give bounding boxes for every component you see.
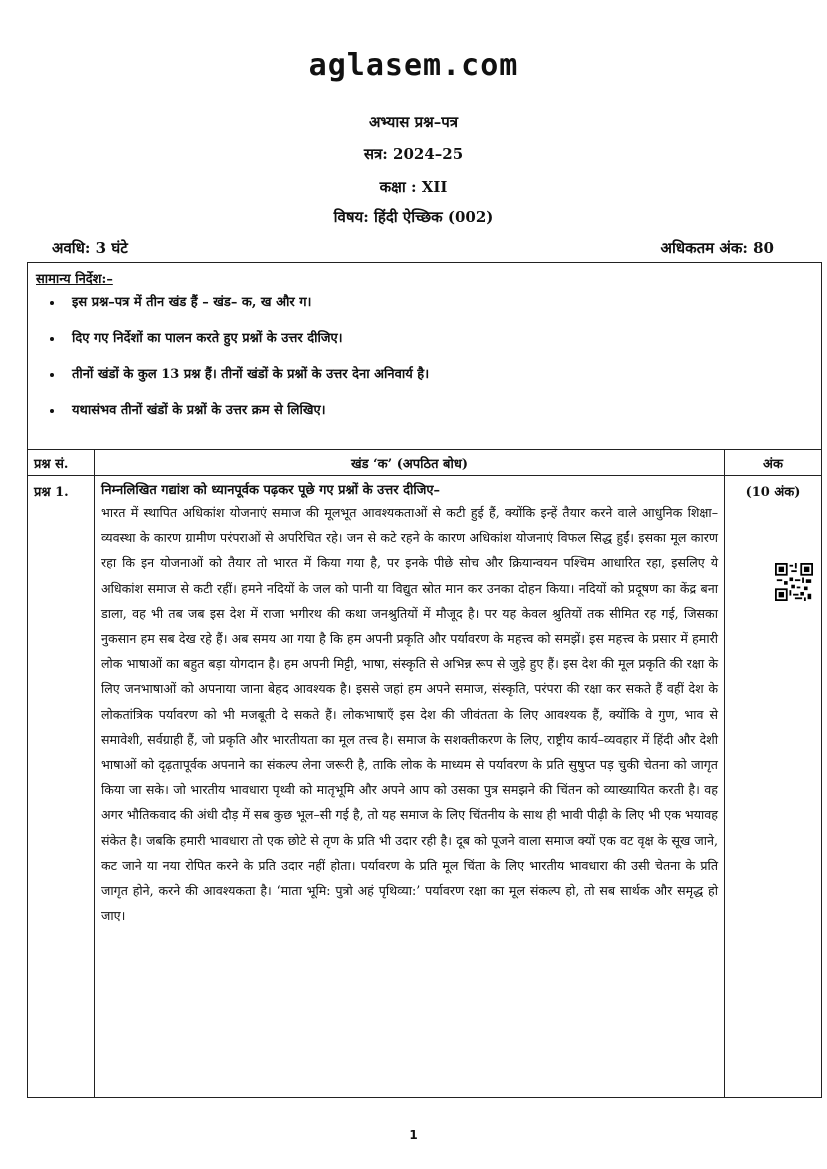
question-table [28, 450, 821, 1097]
question-number-column [28, 450, 95, 1097]
question-1-passage: भारत में स्थापित अधिकांश योजनाएं समाज की मूलभूत आवश्यकताओं से कटी हुई हैं, क्योंकि इन्हें तैयार करने वाले आधुनिक शिक्षा–व्यवस्था के कारण ग्रामीण परंपराओं से अपरिचित रहे। जन से कटे रहने के कारण अधिकांश योजनाएं विफल सिद्ध हुईं। इसका मूल कारण रहा कि इन योजनाओं को तैयार तो भारत में किया गया है, पर इनके पीछे सोच और क्रियान्वयन पश्चिम आधारित रहा, इसलिए ये अधिकांश समाज से कटी रहीं। हमने नदियों के जल को पानी या विद्युत स्रोत मान कर उनका दोहन किया। नदियों को प्रदूषण का केंद्र बना डाला, वह भी तब जब इस देश में राजा भगीरथ की कथा जनश्रुतियों में मौजूद है। पर यह केवल श्रुतियों तक सीमित रह गई, जिसका नुकसान हम सब देख रहे हैं। अब समय आ गया है कि हम अपनी प्रकृति और पर्यावरण के महत्त्व को समझें। इस महत्त्व के प्रसार में हमारी लोक भाषाओं का बहुत बड़ा योगदान है। हम अपनी मिट्टी, भाषा, संस्कृति से अभिन्न रूप से जुड़े हुए हैं। इस देश की मूल प्रकृति की रक्षा के लिए जनभाषाओं को अपनाया जाना बेहद आवश्यक है। इससे जहां हम अपने समाज, संस्कृति, परंपरा की रक्षा कर सकते हैं वहीं देश के लोकतांत्रिक पर्यावरण को भी मजबूती दे सकते हैं। लोकभाषाएँ इस देश की जीवंतता के लिए आवश्यक हैं, क्योंकि वे गुण, भाव से समावेशी, सर्वग्राही हैं, जो प्रकृति और भारतीयता का मूल तत्त्व है। समाज के सशक्तीकरण के लिए, राष्ट्रीय कार्य–व्यवहार में हिंदी और देशी भाषाओं को दृढ़तापूर्वक अपनाने का संकल्प लेना जरूरी है, ताकि लोक के माध्यम से पर्यावरण के प्रति सुषुप्त पड़ चुकी चेतना को जागृत किया जा सके। जो भारतीय भावधारा पृथ्वी को मातृभूमि और अपने आप को उसका पुत्र समझने की चिंतन को व्याख्यायित करती है। वह अगर भौतिकवाद की अंधी दौड़ में सब कुछ भूल–सी गई है, तो यह समाज के लिए चिंतनीय के साथ ही भावी पीढ़ी के लिए भी एक भयावह संकेत है। जबकि हमारी भावधारा तो एक छोटे से तृण के प्रति भी उदार रही है। दूब को पूजने वाला समाज क्यों एक वट वृक्ष के सूख जाने, कट जाने या नया रोपित करने के प्रति उदार नहीं होता। पर्यावरण के प्रति मूल चिंता के लिए भारतीय भावधारा की उसी चेतना के प्रति जागृत होने, करने की आवश्यकता है। ‘माता भूमि: पुत्रो अहं पृथिव्या:’ पर्यावरण रक्षा का मूल संकल्प हो, तो सब सार्थक और समृद्ध हो जाए। [101, 505, 718, 924]
page-number: 1 [409, 1128, 418, 1142]
question-1-marks: (10 अंक) [745, 485, 801, 500]
question-content-column [95, 450, 725, 1097]
meta-row [52, 238, 774, 258]
qr-code-icon [775, 563, 813, 601]
general-instructions [28, 263, 821, 450]
paper-title: अभ्यास प्रश्न–पत्र [368, 113, 459, 131]
question-paper-frame [27, 262, 822, 1098]
max-marks-label: अधिकतम अंक: 80 [660, 239, 774, 257]
session-line: सत्र: 2024–25 [363, 145, 464, 163]
brand-logo: aglasem.com [308, 48, 519, 83]
header-question-no: प्रश्न सं. [28, 450, 94, 476]
instruction-item: • इस प्रश्न–पत्र में तीन खंड हैं – खंड– क, ख और ग। [64, 295, 813, 311]
instruction-item: • दिए गए निर्देशों का पालन करते हुए प्रश्नों के उत्तर दीजिए। [64, 331, 813, 347]
subject-line: विषय: हिंदी ऐच्छिक (002) [333, 208, 494, 226]
class-line: कक्षा : XII [379, 178, 448, 196]
marks-column [725, 450, 821, 1097]
header-marks: अंक [725, 450, 821, 476]
question-1-number: प्रश्न 1. [34, 485, 69, 500]
instruction-item: • यथासंभव तीनों खंडों के प्रश्नों के उत्तर क्रम से लिखिए। [64, 403, 813, 419]
question-1-instruction: निम्नलिखित गद्यांश को ध्यानपूर्वक पढ़कर पूछे गए प्रश्नों के उत्तर दीजिए– [101, 483, 441, 498]
header-section: खंड ‘क’ (अपठित बोध) [95, 450, 724, 476]
instructions-title: सामान्य निर्देश:– [36, 272, 113, 287]
instruction-item: • तीनों खंडों के कुल 13 प्रश्न हैं। तीनों खंडों के प्रश्नों के उत्तर देना अनिवार्य है। [64, 367, 813, 383]
instructions-list [36, 295, 813, 419]
duration-label: अवधि: 3 घंटे [52, 239, 128, 257]
